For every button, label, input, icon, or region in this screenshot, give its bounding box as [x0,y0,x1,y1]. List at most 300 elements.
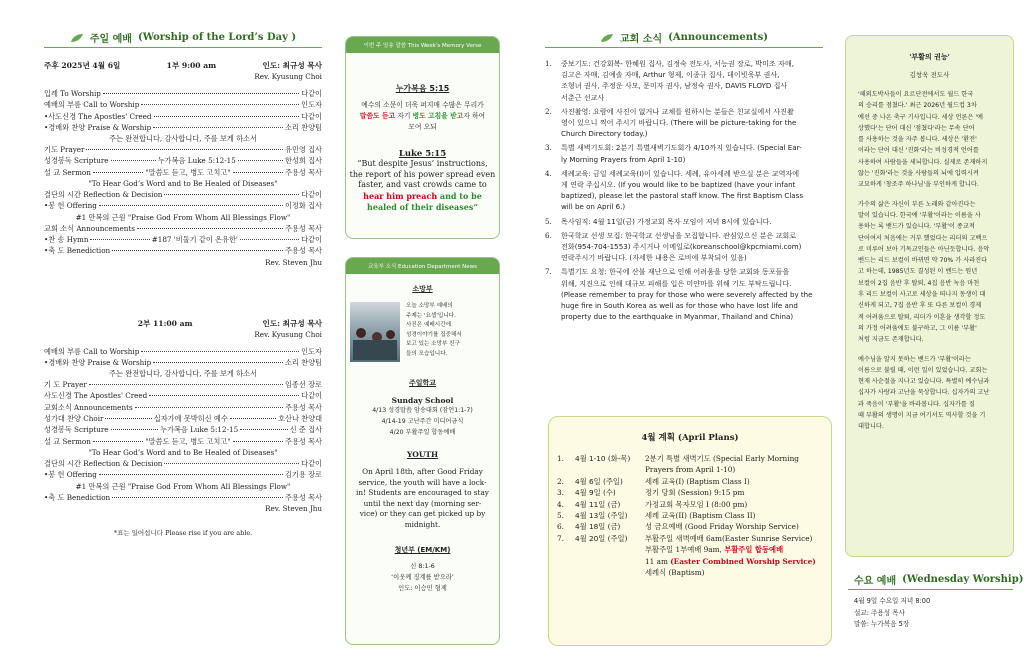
plan-number: 1. [557,454,564,463]
announcement-number: 4. [545,168,552,178]
announcement-item [545,216,823,227]
highlight-green: 병도 고침을 받고 [412,112,464,120]
plan-row [557,453,823,464]
order-item: 예배의 부름 Call to Worship [44,346,140,356]
order-detail: #187 '비둘기 같이 온유한' [151,234,238,244]
announcement-number: 3. [545,143,552,153]
plan-row [557,533,823,544]
plan-date: 4월 20일 (주일) [575,533,628,543]
plan-event: 세례 교육(I) (Baptism Class I) [645,476,750,486]
sermon-title-en: "To Hear God’s Word and to Be Healed of Diseases" [88,179,278,189]
announcement-number: 7. [545,267,552,277]
memory-ko-plain: 자 하여 [463,112,486,120]
announcement-item [545,266,823,322]
essay-line: 이라는 단어 대신 '진화'라는 비성경적 언어를 [858,147,979,155]
leader-dots [233,172,283,173]
plan-row [557,510,823,521]
sunday-worship-title-en: (Worship of the Lord’s Day ) [137,32,297,43]
order-person: 유민영 집사 [284,145,322,155]
announcement-body [561,216,772,227]
announcement-number: 5. [545,216,552,226]
leader-dots [86,149,283,150]
order-person: 주용성 목사 [284,223,322,233]
easter-time: 11 am [645,556,671,566]
announcement-body [561,142,802,164]
youth-text-line: 성경이야기를 집중해서 [406,331,462,338]
essay-line: 말이 있습니다. 한국에 '부활'이라는 이름을 사 [858,211,981,219]
order-row [44,458,322,469]
announcements-title-ko: 교회 소식 [619,34,663,45]
order-row [44,357,322,368]
youth-text-line: 오늘 소망부 예배의 [406,303,453,309]
youth-photo [350,302,400,362]
announcement-body [561,168,803,213]
order-person: 다같이 [301,458,322,468]
memory-ko-plain: 자기 [395,112,413,120]
youth-lines [346,467,499,531]
essay-line: 처럼 지금도 존재합니다. [858,336,924,344]
order-row [44,88,322,99]
order-row [44,436,322,447]
leader-dots [93,172,143,173]
order-person: 다같이 [301,234,322,244]
order-row [44,469,322,480]
announcement-line: 전화(954-704-1553) 주시거나 이메일로(koreanschool@kpcmiami.com) [561,242,802,252]
essay-author: 김창욱 전도사 [909,71,950,79]
plan-number [557,464,575,475]
announcement-body [561,266,813,322]
essay-line: 용하는 록 밴드가 있습니다. '부활'이 종교적 [858,223,975,231]
memory-verse-panel [345,36,500,239]
col3-announcements [545,30,823,325]
order-person: 다같이 [301,391,322,401]
order-item: 성가대 찬양 Choir [44,414,104,424]
announcements-header [545,30,823,45]
divider [44,47,322,48]
essay-paragraph [858,354,1005,433]
plan-date [575,464,645,475]
order-person: 한성희 집사 [284,156,322,166]
leader-dots [93,441,143,442]
leader-dots [135,407,283,408]
highlight-red: 말씀도 듣고 [359,112,396,120]
col1-sunday-worship [44,30,322,539]
order-person: 소리 찬양팀 [284,357,322,367]
order-detail: "말씀도 듣고, 병도 고치고" [145,167,231,177]
service2-heading [44,318,322,329]
leader-dots [105,418,151,419]
sunday-school-line: 4/14-19 고난주간 미디어금식 [381,418,464,425]
wednesday-title-en: (Wednesday Worship) [902,574,1024,585]
order-item: •경배와 찬양 Praise & Worship [44,122,152,132]
leader-dots [141,351,299,352]
memory-text-en [346,159,499,213]
plan-row [557,521,823,532]
youth-line: On April 18th, after Good Friday [362,467,483,476]
order-row [44,424,322,435]
order-item: 결단의 시간 Reflection & Decision [44,190,163,200]
young-adult-lines [346,561,499,594]
order-person: 임종선 장로 [284,380,322,390]
order-person: 주용성 목사 [285,167,323,177]
order-item: 사도신경 The Apostles' Creed [44,391,148,401]
plan-row [557,487,823,498]
order-item: •봉 헌 Offering [44,470,97,480]
young-adult-line: 신 8:1-6 [410,562,435,570]
plan-event: 가정교회 목자모임 I (8:00 pm) [645,499,748,509]
education-head: 교육부 소식 Education Department News [346,258,499,274]
order-row [44,144,322,155]
announcement-line: huge fire in South Korea as well as for those who have lost life and [561,301,798,311]
leader-dots [240,429,288,430]
order-person: 다같이 [301,89,322,98]
wednesday-header [848,572,1024,587]
memory-ko-line [346,111,499,122]
order-detail: 십자가에 못박히신 예수 [153,414,228,424]
essay-line: 보컬이 2집 음반 후 탈퇴, 4집 음반 녹음 마친 [858,279,980,287]
essay-box [845,35,1014,557]
order-detail: 누가복음 Luke 5:12-15 [157,156,236,166]
order-person: 이정화 집사 [284,201,322,211]
plan-number: 5. [557,511,564,521]
essay-line: '해외도박사들이 요르단전에서도 월드 한국 [858,91,974,98]
order-item: 성경봉독 Scripture [44,425,109,435]
service1-leader: 인도: 최규성 목사 [262,61,322,70]
plan-date: 4월 9일 (수) [575,488,616,498]
youth-title: YOUTH [406,450,439,459]
essay-line: 로 미루어 보아 기독교인들은 아닌듯합니다. 음악 [858,245,990,253]
order-item: 기 도 Prayer [44,380,87,390]
essay-paragraph [858,199,1005,346]
order-person: 주용성 목사 [284,246,322,256]
sunday-school-title: Sunday School [391,396,454,405]
order-row [44,379,322,390]
leaf-icon [600,33,614,43]
leader-dots [111,429,159,430]
memory-en-line: the report of his power spread even [349,169,496,179]
essay-line: 않는 '진화'라는 것을 사람들의 뇌에 입력시켜 [858,170,979,178]
essay-line: 적 어려움으로 탈퇴, 리더가 이혼을 생각할 정도 [858,313,986,321]
essay-line: 현재 사순절을 지나고 있습니다. 특별히 예수님과 [858,378,990,386]
order-item: •찬 송 Hymn [44,234,89,244]
essay-line: 교묘하게 '창조주 하나님'을 부인하게 합니다. [858,181,979,189]
order-item: •축 도 Benediction [44,492,111,502]
highlight-green: and to be [437,190,482,201]
plan-number: 6. [557,522,564,532]
announcement-line: 게 연락 주십시오. (If you would like to be baptized (have your infant [561,180,796,190]
essay-line: 사용하여 사람들을 세뇌합니다. 실제로 존재하지 [858,158,988,166]
announcement-body [561,230,801,264]
plan-event: 성 금요예배 (Good Friday Worship Service) [645,522,799,532]
easter-line [645,544,823,555]
announcement-item [545,106,823,140]
order-row [44,234,322,245]
memory-text-ko [346,100,499,133]
order-item: 교회소식 Announcements [44,402,133,412]
sunday-worship-title-ko: 주일 예배 [89,34,132,45]
easter-combined-ko: 부활주일 합동예배 [724,545,784,555]
essay-paragraph [858,89,1005,191]
essay-line: 때 부활의 생명이 지금 여기서도 역사할 것을 기 [858,412,986,420]
memory-ko-line: 예수의 소문이 더욱 퍼지매 수많은 무리가 [361,101,484,109]
order-person: 주용성 목사 [284,402,322,412]
order-row [44,390,322,401]
announcement-line: 영이 있으니 찍어 주시기 바랍니다. (There will be picture-taking for the [561,118,797,128]
leader-dots [137,228,283,229]
highlight-red: hear him preach [363,190,438,201]
essay-line: 의 가정 어려움에도 불구하고, 그 이름 '부활' [858,324,977,332]
plan-row [557,499,823,510]
order-row [44,223,322,234]
essay-line: 후 리드 보컬이 사고로 세상을 떠나지 동생이 대 [858,291,986,299]
order-person: 인도자 [301,346,322,356]
sunday-school-lines [346,405,499,438]
plan-event: Prayers from April 1-10) [645,465,736,475]
memory-en-line: faster, and vast crowds came to [358,180,487,189]
memory-en-line: healed of their diseases” [367,202,478,212]
essay-line: 의 승리를 점쳤다.' 최근 2026년 월드컵 3차 [858,102,977,110]
order-person: 주용성 목사 [285,436,323,446]
plan-event: 부활주일 새벽예배 6am(Easter Sunrise Service) [645,533,813,543]
announcement-body [561,58,794,103]
announcement-line: property due to the earthquake in Myanmar, Thailand and China) [561,312,794,322]
order-item: 기도 Prayer [44,145,85,155]
essay-line: 과 죽음이 '부활'을 바라봅니다. 십자가를 질 [858,400,975,408]
sunday-worship-header [44,30,322,45]
wednesday-title-ko: 수요 예배 [854,576,897,587]
plan-date: 4월 18일 (금) [575,522,621,532]
service1-time: 1부 9:00 am [166,61,217,70]
leader-dots [112,497,283,498]
announcement-line: Church Directory today.) [561,129,648,139]
order-item: 설 교 Sermon [44,436,91,446]
leader-dots [164,463,299,464]
youth-line: midnight. [404,519,441,529]
essay-line: 신하게 되고, 7집 음반 후 또 다른 보컬이 경제 [858,302,982,310]
announcement-item [545,58,823,103]
order-item: •경배와 찬양 Praise & Worship [44,357,152,367]
order-item: 설 교 Sermon [44,167,91,177]
plan-number: 7. [557,533,564,543]
youth-line: until the next day (morning ser- [363,498,482,508]
plan-event: 세례 교육(II) (Baptism Class II) [645,511,756,521]
april-plans-box [548,416,832,646]
announcement-line: 특별기도 요청: 한국에 산불 재난으로 인해 어려움을 당한 교회와 동포들을 [561,267,790,277]
wednesday-lines [848,596,1013,631]
leader-dots [89,384,283,385]
easter-combined-en: (Easter Combined Worship Service) [670,556,816,566]
young-adult-line: ‘이웃께 징계를 받으라’ [391,573,454,581]
order-item: 교회 소식 Announcements [44,223,135,233]
leader-dots [112,250,283,251]
announcement-line: will be on April 6.) [561,202,626,212]
order-person: 주용성 목사 [284,492,322,502]
order-item: 입례 To Worship [44,89,101,98]
order-item: 성경봉독 Scripture [44,156,109,166]
essay-line: 이름으로 불릴 때, 이런 일이 있었습니다. 교회는 [858,366,988,374]
announcement-line: 세례교육: 금일 세례교육(I)이 있습니다. 세례, 유아세례 받으실 분은 교역자에 [561,168,800,178]
announcement-line: 서춘근 선교사 [561,92,605,102]
stand-footnote: *표는 일어섭니다 Please rise if you are able. [113,528,253,537]
benediction-en: Rev. Steven Jhu [265,257,322,267]
order-detail: "말씀도 듣고, 병도 고치고" [145,436,231,446]
announcement-line: 연락주시기 바랍니다. (자세한 내용은 로비에 부착되어 있음) [561,253,747,263]
youth-text-line: 사진은 예배시간에 [406,322,452,328]
service1-heading [44,60,322,71]
announcement-line: 한국학교 선생 모집: 한국학교 선생님을 모집합니다. 관심있으신 분은 교회로 [561,230,797,240]
order-person: 호산나 찬양대 [278,414,323,424]
order-item: 예배의 부름 Call to Worship [44,100,140,110]
announcement-line: ly Morning Prayers from April 1-10) [561,154,686,164]
order-item: •축 도 Benediction [44,246,111,256]
announcement-line: (Please remember to pray for those who were severely affected by the [561,289,813,299]
leader-dots [111,160,156,161]
order-person: 인도자 [301,100,322,110]
announcement-item [545,168,823,213]
essay-line: 예수님을 알지 못하는 밴드가 '부활'이라는 [858,355,971,363]
order-detail: 누가복음 Luke 5:12-15 [160,425,239,435]
announcement-line: 특별 새벽기도회: 2분기 특별새벽기도회가 4/10까지 있습니다. (Special Ear- [561,143,802,153]
order-person: 소리 찬양팀 [284,122,322,132]
plan-event: 정기 당회 (Session) 9:15 pm [645,488,745,498]
leader-dots [99,205,283,206]
young-adult-line: 인도: 이승민 형제 [398,584,447,592]
announcement-line: 중보기도: 건강회복- 한혜원 집사, 김정숙 전도사, 서능권 장로, 박미조 자매, [561,59,794,68]
plan-row [557,464,823,475]
service2-time: 2부 11:00 am [137,318,193,328]
wednesday-line: 말씀: 누가복음 5장 [854,620,910,628]
leader-dots [164,194,299,195]
order-person: 김기용 장로 [284,470,322,480]
order-row [44,155,322,166]
easter-line [645,556,823,567]
order-row [44,413,322,424]
leader-dots [153,127,283,128]
order-row [44,99,322,110]
announcement-line: 목사임직: 4월 11일(금) 가정교회 목자 모임이 저녁 8시에 있습니다. [561,216,772,226]
order-row [44,167,322,178]
essay-line: 대합니다. [858,423,884,431]
memory-ko-line: 모여 오되 [408,123,437,131]
memory-verse-head: 이번 주 암송 말씀 This Week's Memory Verse [346,37,499,53]
order-row [44,346,322,357]
easter-details [645,544,823,578]
service1-leader-en: Rev. Kyusung Choi [254,72,322,81]
essay-title: '부활의 권능' [909,53,950,61]
easter-first-service: 부활주일 1부예배 9am, [645,545,725,555]
order-person: 신 준 집사 [289,425,323,435]
announcements-title-en: (Announcements) [668,32,768,43]
leader-dots [154,116,300,117]
order-row [44,111,322,122]
sunday-school-line: 4/13 성경말씀 암송대회 (잠언1:1-7) [372,407,473,414]
order-row [44,402,322,413]
benediction-en: Rev. Steven Jhu [265,503,322,513]
memory-ref-en: Luke 5:15 [398,149,447,159]
youth-line: in! Students are encouraged to stay [356,488,489,498]
wednesday-worship [848,572,1024,631]
announcement-list [545,58,823,322]
essay-line: 상했다'는 단어 대신 '점쳤다'라는 무속 단어 [858,124,975,132]
leader-dots [149,395,299,396]
youth-text-line: 들의 모습입니다. [406,350,448,357]
order-item: 결단의 시간 Reflection & Decision [44,458,163,468]
plan-date: 4월 13일 (주일) [575,511,628,521]
order-row [44,245,322,256]
order-person: 다같이 [301,111,322,121]
youth-line: service, the youth will have a lock- [358,477,487,487]
order-person: 다같이 [301,190,322,200]
order-item: •사도신경 The Apostles' Creed [44,111,152,121]
announcement-number: 1. [545,59,552,68]
divider [848,589,1013,590]
plan-event: 2분기 특별 새벽기도 (Special Early Morning [645,454,799,463]
service-date: 주후 2025년 4월 6일 [44,61,121,70]
offering-hymn: #1 만복의 근원 "Praise God From Whom All Blessings Flow" [75,212,291,222]
leader-dots [153,362,283,363]
divider [545,47,823,48]
announcement-line: 위해, 지진으로 인해 대규모 피해를 입은 미얀마를 위해 기도 부탁드립니다. [561,278,792,288]
leader-dots [233,441,283,442]
leader-dots [240,239,299,240]
offering-hymn: #1 만복의 근원 "Praise God From Whom All Blessings Flow" [75,481,291,491]
announcement-number: 6. [545,230,552,240]
wednesday-line: 설교: 주용성 목사 [854,608,906,617]
april-plans-title: 4월 계획 (April Plans) [641,433,739,443]
announcement-body [561,106,796,140]
memory-ref-ko: 누가복음 5:15 [395,84,450,93]
essay-line: 를 사용하는 것을 자주 봅니다. 세상은 '환전' [858,136,977,144]
plan-date: 4월 1-10 (화-목) [575,454,631,463]
order-row [44,492,322,503]
announcement-item [545,230,823,264]
baptism-line: 세례식 (Baptism) [645,568,705,578]
plan-number: 4. [557,499,564,509]
youth-dept-text [406,302,462,362]
praise-songs: 주는 완전합니다, 감사합니다, 주를 보게 하소서 [109,369,257,379]
sunday-school-line: 4/20 부활주일 합동예배 [389,429,456,436]
youth-text-line: 보고 있는 소망부 친구 [406,341,460,347]
service2-leader: 인도: 최규성 목사 [262,318,322,328]
youth-line: vice) or they can get picked up by [359,509,486,519]
announcement-line: baptized), please let the pastoral staff know. The first Baptism Class [561,191,804,201]
announcement-line: 사진촬영: 요람에 사진이 없거나 교체를 원하시는 분들은 친교실에서 사진촬 [561,106,794,116]
essay-line: 가수의 삶은 자신이 부른 노래와 같아진다는 [858,200,976,208]
essay-line: 고 하는데, 1985년도 결성된 이 밴드는 원년 [858,268,978,276]
announcement-item [545,142,823,164]
praise-songs: 주는 완전합니다, 감사합니다, 주를 보게 하소서 [109,134,257,144]
essay-line: 십자가 사랑과 고난을 묵상합니다. 십자가의 고난 [858,389,990,397]
leader-dots [238,160,283,161]
memory-en-line [346,191,499,203]
leader-dots [103,93,299,94]
essay-line: 단어여서 처음에는 거부 했었다는 리더의 고백으 [858,234,988,242]
leader-dots [141,104,299,105]
essay-line: 예선 중 나온 축구 기사입니다. 세상 언론은 '예 [858,113,984,121]
plan-number: 3. [557,488,564,498]
plan-row [557,476,823,487]
sunday-school-title-ko: 주일학교 [408,379,437,387]
plan-date: 4월 6일 (주일) [575,476,623,486]
leader-dots [90,239,149,240]
announcement-line: 조형녀 권사, 주정운 사모, 문미자 권사, 남정숙 권사, DAVIS FLOYD 집사 [561,81,788,91]
leaf-icon [70,33,84,43]
wednesday-line: 4월 9일 수요일 저녁 8:00 [854,597,931,605]
memory-en-line: “But despite Jesus’ instructions, [357,159,488,168]
young-adult-title: 청년부 (EM/KM) [394,545,451,554]
april-plans-list [557,453,823,544]
announcement-line: 김고은 자매, 김예솔 자매, Arthur 형제, 이종규 집사, 데이빗욱부 권사, [561,70,780,80]
